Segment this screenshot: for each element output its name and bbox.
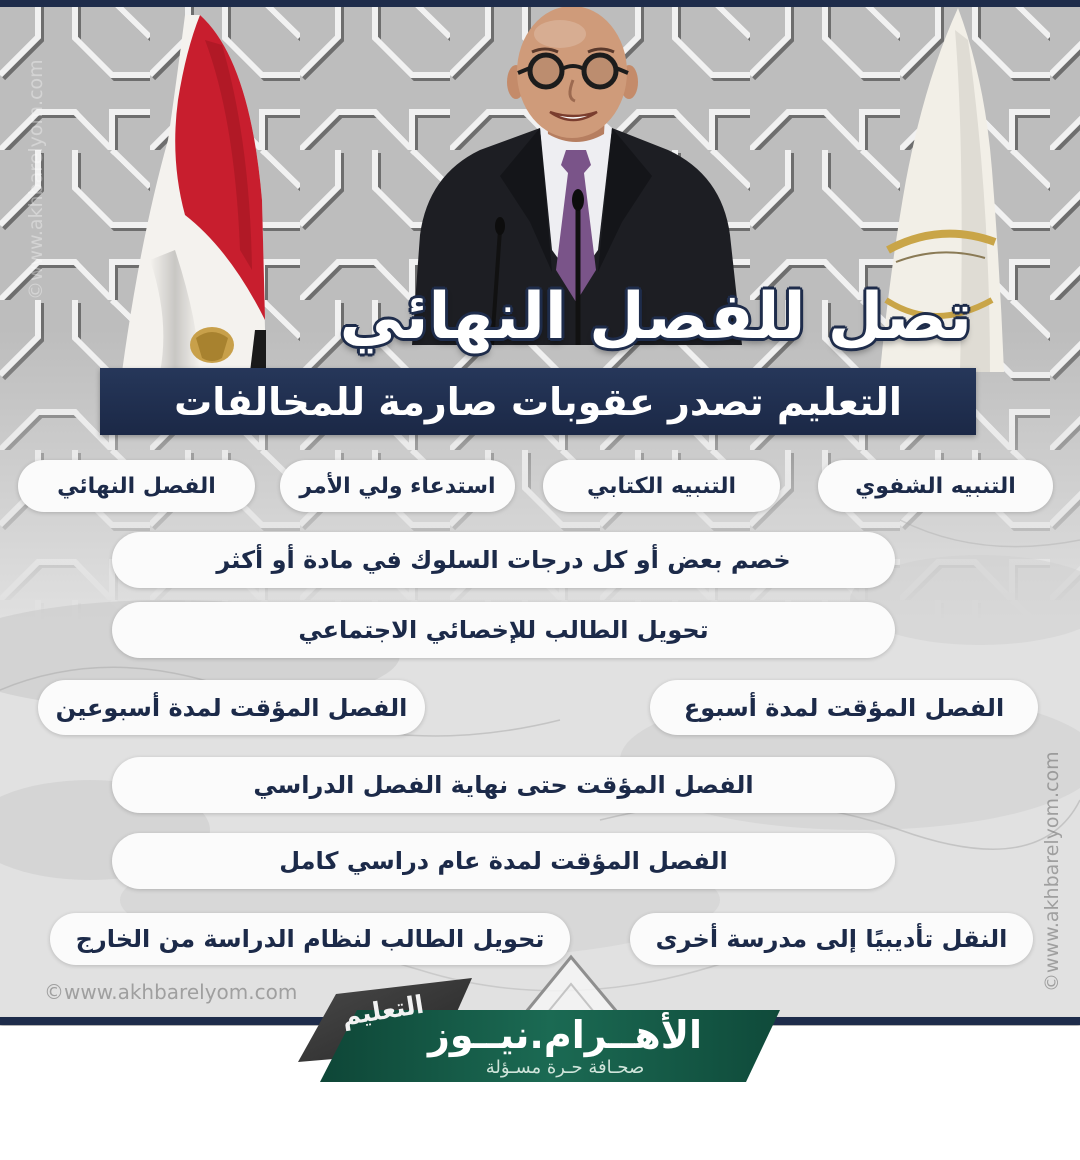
penalty-label: الفصل المؤقت لمدة أسبوع (683, 693, 1005, 722)
penalty-label: التنبيه الشفوي (855, 473, 1016, 499)
headline: تصل للفصل النهائي (339, 280, 972, 354)
penalty-label: التنبيه الكتابي (586, 473, 737, 499)
penalty-label: الفصل المؤقت لمدة أسبوعين (55, 693, 408, 722)
subheadline-text: التعليم تصدر عقوبات صارمة للمخالفات (174, 379, 902, 424)
logo-name: الأهــرام.نيــوز (427, 1013, 703, 1057)
penalty-label: الفصل المؤقت لمدة عام دراسي كامل (279, 847, 728, 875)
penalty-label: النقل تأديبيًا إلى مدرسة أخرى (655, 925, 1008, 953)
logo-tagline: صحـافة حـرة مسـؤلة (485, 1057, 645, 1078)
penalty-label: تحويل الطالب لنظام الدراسة من الخارج (75, 925, 545, 953)
penalty-label: استدعاء ولي الأمر (299, 473, 496, 499)
penalty-label: خصم بعض أو كل درجات السلوك في مادة أو أكثر (216, 546, 791, 574)
watermark-right: ©www.akhbarelyom.com (1041, 751, 1063, 992)
penalty-label: الفصل النهائي (57, 473, 216, 499)
watermark-bottom: ©www.akhbarelyom.com (44, 980, 298, 1004)
penalty-label: الفصل المؤقت حتى نهاية الفصل الدراسي (253, 771, 754, 799)
watermark-left: ©www.akhbarelyom.com (25, 59, 47, 300)
section-tag: التعليم (340, 989, 426, 1032)
penalty-label: تحويل الطالب للإخصائي الاجتماعي (298, 616, 709, 644)
